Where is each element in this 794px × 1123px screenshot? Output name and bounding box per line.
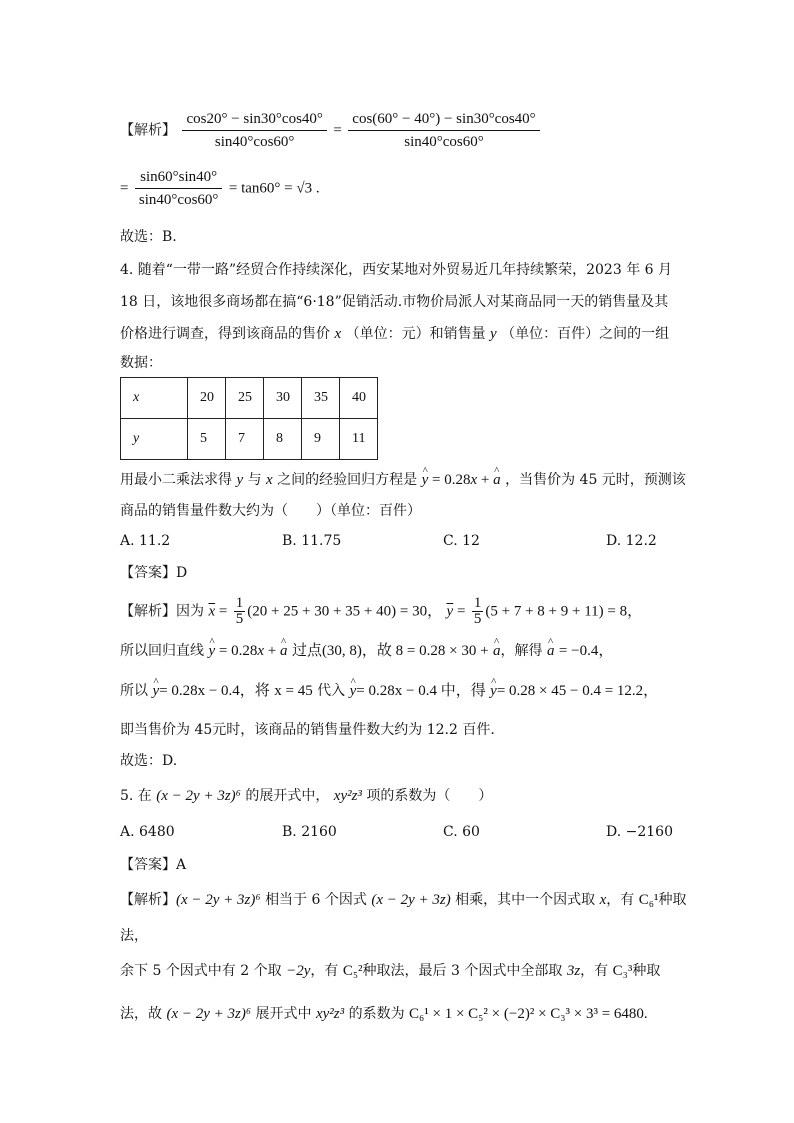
q5-sol1-g: 种取 — [658, 892, 687, 908]
q4-solution-line1: 【解析】因为 $\overline{x}$ = $\frac{1}{5}$ (20 + 25 + 30 + 35 + 40) = 30， $\overline{y}$ = $\frac{1}{5}$ (5 + 7 + 8 + 9 + 11) = 8， — [120, 595, 643, 627]
q4-stem-line3-b: （单位：元）和销售量 — [345, 326, 486, 342]
fraction-2-den: sin40°cos60° — [404, 134, 484, 150]
q4-stem-line1: 4. 随着“一带一路”经贸合作持续深化，西安某地对外贸易近几年持续繁荣，2023 年 6 月 — [120, 262, 673, 278]
q4-option-c: C. 12 — [443, 533, 480, 549]
table-cell: 8 — [264, 419, 302, 460]
q4-sol3-b: = 0.28x − 0.4，将 — [159, 683, 270, 699]
q4-choose: 故选：D. — [120, 753, 178, 769]
q4-sol2-b: 过点(30, 8)，故 8 = 0.28 × 30 + — [291, 643, 489, 659]
q4-stem-line2: 18 日，该地很多商场都在搞“6·18”促销活动.市物价局派人对某商品同一天的销售量及其 — [120, 294, 669, 310]
q4-sol2-d: = −0.4， — [558, 643, 614, 659]
table-cell: 5 — [188, 419, 226, 460]
q5-solution-line1: 【解析】(x − 2y + 3z)⁶ 相当于 6 个因式 (x − 2y + 3z) 相乘，其中一个因式取 x，有 C₆¹种取 — [120, 892, 687, 908]
q4-sol3-d: 代入 — [317, 683, 346, 699]
table-cell: 40 — [340, 378, 378, 419]
data-table — [120, 377, 378, 460]
q4-stem-line4: 数据： — [120, 355, 162, 371]
q5-option-a: A. 6480 — [120, 824, 175, 840]
analysis-tag: 【解析】 — [120, 122, 176, 139]
q5-sol3-a: 余下 5 个因式中有 2 个取 — [120, 963, 282, 979]
q4-option-d: D. 12.2 — [606, 533, 657, 549]
q5-sol1-e: ，有 — [606, 892, 635, 908]
q5-answer-value: A — [176, 857, 187, 873]
q4-answer — [120, 562, 187, 584]
var-y: y — [490, 326, 497, 342]
regression-equation: y ^ = 0.28x + a ^ — [422, 472, 501, 488]
q5-sol4-e: 的系数为 — [348, 1006, 405, 1022]
q4-stem-line3-a: 价格进行调查，得到该商品的售价 — [120, 326, 330, 342]
q4-option-b: B. 11.75 — [282, 533, 342, 549]
q4-stem-line5-b: 与 — [247, 472, 262, 488]
q4-sol3-e: = 0.28x − 0.4 中，得 — [356, 683, 486, 699]
table-cell: 7 — [226, 419, 264, 460]
table-row-x — [121, 378, 378, 419]
q4-stem-line6: 商品的销售量件数大约为（ ）（单位：百件） — [120, 503, 421, 519]
q5-sol4-f: C₆¹ × 1 × C₅² × (−2)² × C₃³ × 3³ = 6480. — [409, 1006, 648, 1022]
q5-sol1-b: 相当于 6 个因式 — [265, 892, 367, 908]
table-row-y — [121, 419, 378, 460]
table-cell: 20 — [188, 378, 226, 419]
equals-sign: = — [120, 180, 129, 197]
line2-result: = tan60° = √3 . — [228, 180, 320, 197]
q5-sol3-e: 种取法，最后 3 个因式中全部取 — [362, 963, 563, 979]
fraction-3 — [135, 168, 223, 209]
prev-analysis-line2 — [120, 168, 320, 209]
q5-sol4-d: xy²z³ — [315, 1006, 345, 1022]
fraction-1 — [182, 110, 326, 151]
q5-sol4-a: 法，故 — [120, 1006, 162, 1022]
q5-sol3-i: 种取 — [632, 963, 661, 979]
q4-solution-line2: 所以回归直线 y ^ = 0.28x + a ^ 过点(30, 8)，故 8 = 0.28 × 30 + a ^，解得 a ^ = −0.4， — [120, 640, 613, 662]
fraction-3-num: sin60°sin40° — [135, 168, 223, 189]
q4-option-a: A. 11.2 — [120, 533, 171, 549]
q5-stem-term: xy²z³ — [333, 788, 362, 804]
table-cell: 35 — [302, 378, 340, 419]
q4-sol1-c: (5 + 7 + 8 + 9 + 11) = 8， — [485, 603, 643, 620]
q5-answer — [120, 854, 186, 876]
fraction-one-fifth: $\frac{1}{5}$ — [235, 595, 244, 627]
q5-sol1-c: (x − 2y + 3z) — [371, 892, 451, 908]
prev-analysis-line1: 【解析】 $\frac{\cos 20^\circ - \sin 30^\circ\cos 40^\circ}{\sin 40^\circ\cos 60^\circ}$ = $\frac{\cos(60^\circ - 40^\circ) - \sin 30^\circ\cos 40^\circ}{\sin 40^\circ\cos 60^\circ}$ — [120, 110, 542, 151]
q4-sol1-a: 因为 — [176, 603, 204, 620]
fraction-one-fifth: $\frac{1}{5}$ — [473, 595, 482, 627]
q4-sol2-a: 所以回归直线 — [120, 643, 204, 659]
q4-sol1-b: (20 + 25 + 30 + 35 + 40) = 30， — [247, 603, 443, 620]
analysis-tag: 【解析】 — [120, 603, 176, 620]
prev-choose: 故选：B. — [120, 229, 177, 245]
q4-stem-line5: 用最小二乘法求得 y 与 x 之间的经验回归方程是 y ^ = 0.28x + a ^ ，当售价为 45 元时，预测该 — [120, 469, 686, 491]
q5-sol3-h: C₃³ — [612, 963, 633, 979]
q5-sol3-g: ，有 — [580, 963, 609, 979]
q4-sol3-f: = 0.28 × 45 − 0.4 = 12.2， — [496, 683, 659, 699]
var-x: x — [334, 326, 342, 342]
q4-sol3-c: x = 45 — [274, 683, 313, 699]
table-cell: 11 — [340, 419, 378, 460]
q5-solution-line4 — [120, 1003, 648, 1025]
table-cell-y-label: y — [121, 419, 188, 460]
q5-stem-b: 的展开式中， — [245, 788, 330, 804]
q5-sol3-d: C₅² — [342, 963, 363, 979]
table-cell-x-label: x — [121, 378, 188, 419]
q5-stem-c: 项的系数为（ ） — [366, 788, 493, 804]
q4-answer-value: D — [176, 565, 188, 581]
q5-sol3-f: 3z — [566, 963, 581, 979]
q4-stem-line5-a: 用最小二乘法求得 — [120, 472, 232, 488]
table-cell: 25 — [226, 378, 264, 419]
fraction-1-den: sin40°cos60° — [214, 134, 295, 150]
fraction-1-num: cos20° − sin30°cos40° — [182, 110, 326, 131]
q5-sol3-b: −2y — [286, 963, 311, 979]
fraction-3-den: sin40°cos60° — [138, 192, 219, 208]
q4-stem-line3 — [120, 323, 669, 345]
q4-sol2-c: ，解得 — [500, 643, 543, 659]
q5-sol1-a: (x − 2y + 3z)⁶ — [176, 892, 261, 908]
q5-option-d: D. −2160 — [606, 824, 673, 840]
q5-solution-line2: 法， — [120, 928, 148, 944]
q4-stem-line5-d: ，当售价为 45 元时，预测该 — [505, 472, 686, 488]
q5-stem-a: 5. 在 — [120, 788, 152, 804]
fraction-2-num: cos(60° − 40°) − sin30°cos40° — [348, 110, 539, 131]
q5-solution-line3 — [120, 960, 660, 982]
q5-option-c: C. 60 — [443, 824, 480, 840]
q5-stem — [120, 785, 492, 807]
analysis-tag: 【解析】 — [120, 892, 176, 908]
answer-tag: 【答案】 — [120, 857, 176, 873]
q5-sol1-f: C₆¹ — [638, 892, 659, 908]
fraction-2 — [348, 110, 539, 151]
q4-solution-line3: 所以 y ^= 0.28x − 0.4，将 x = 45 代入 y ^= 0.28x − 0.4 中，得 y ^= 0.28 × 45 − 0.4 = 12.2， — [120, 680, 658, 702]
q5-sol4-c: 展开式中 — [255, 1006, 312, 1022]
q4-solution-line4: 即当售价为 45元时，该商品的销售量件数大约为 12.2 百件. — [120, 722, 495, 738]
q4-sol3-a: 所以 — [120, 683, 148, 699]
q5-sol4-b: (x − 2y + 3z)⁶ — [166, 1006, 252, 1022]
table-cell: 9 — [302, 419, 340, 460]
q5-sol3-c: ，有 — [310, 963, 339, 979]
q4-stem-line5-c: 之间的经验回归方程是 — [277, 472, 418, 488]
q5-option-b: B. 2160 — [282, 824, 337, 840]
q4-stem-line3-c: （单位：百件）之间的一组 — [501, 326, 670, 342]
answer-tag: 【答案】 — [120, 565, 176, 581]
q5-stem-expr: (x − 2y + 3z)⁶ — [156, 788, 241, 804]
q5-sol1-d: 相乘，其中一个因式取 — [455, 892, 596, 908]
table-cell: 30 — [264, 378, 302, 419]
